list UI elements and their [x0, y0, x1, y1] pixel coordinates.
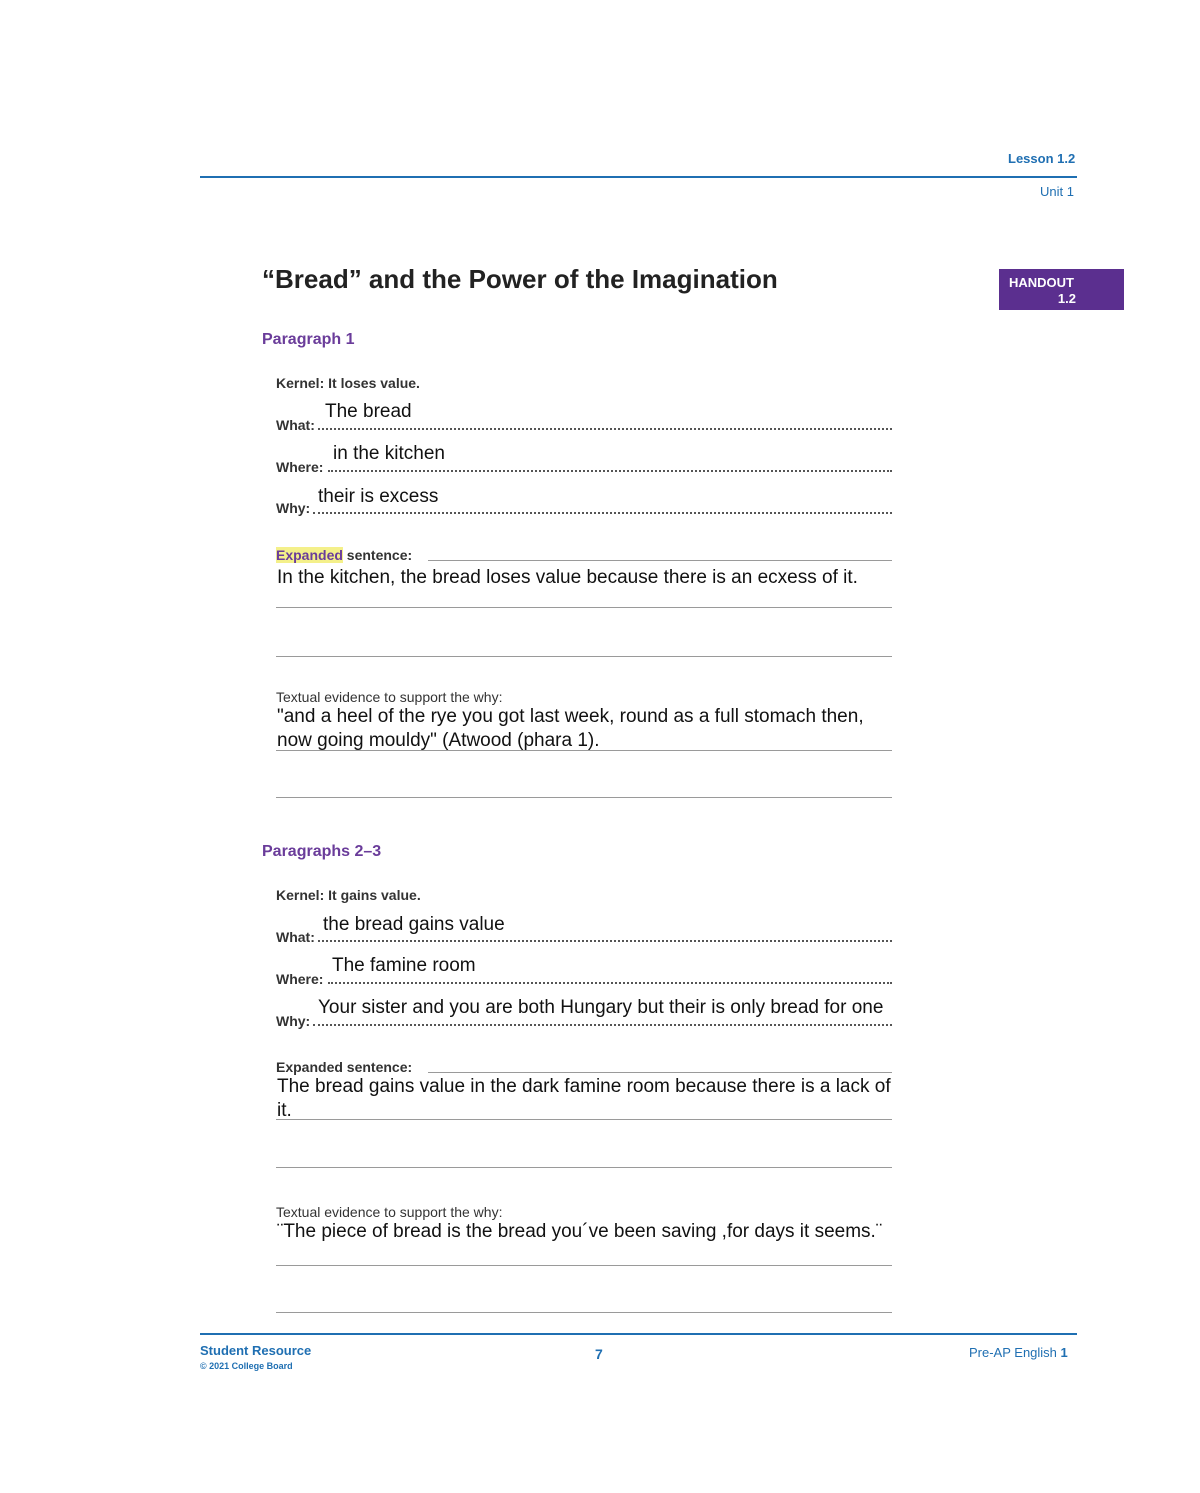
section2-evidence-text[interactable]: ¨The piece of bread is the bread you´ve been saving ,for days it seems.¨ — [277, 1221, 883, 1242]
section2-expanded-line-1 — [276, 1119, 892, 1120]
section1-what-value[interactable]: The bread — [325, 401, 412, 422]
handout-number: 1.2 — [1057, 291, 1076, 306]
footer-course — [969, 1345, 1068, 1360]
footer-course-number: 1 — [1060, 1345, 1068, 1360]
section1-why-label: Why: — [276, 500, 311, 516]
footer-copyright: © 2021 College Board — [200, 1361, 293, 1371]
unit-label: Unit 1 — [1040, 184, 1074, 199]
section1-expanded-label — [276, 547, 412, 563]
section2-why-label: Why: — [276, 1013, 311, 1029]
section2-expanded-label: Expanded sentence: — [276, 1059, 413, 1075]
handout-label: HANDOUT — [1009, 275, 1074, 290]
section2-evidence-line-1 — [276, 1265, 892, 1266]
footer-page-number: 7 — [595, 1346, 603, 1362]
section1-why-line — [313, 512, 892, 514]
section2-what-line — [318, 940, 892, 942]
section1-evidence-text[interactable]: "and a heel of the rye you got last week, round as a full stomach then, now going mouldy" (Atwood (phara 1). — [277, 706, 864, 751]
section1-where-line — [328, 470, 892, 472]
section2-expanded-line-2 — [276, 1167, 892, 1168]
page-title: “Bread” and the Power of the Imagination — [262, 264, 778, 294]
section1-heading: Paragraph 1 — [262, 331, 355, 348]
footer-student-resource: Student Resource — [200, 1343, 312, 1358]
expanded-label-rest: sentence: — [346, 547, 413, 563]
section1-evidence-line-1 — [276, 750, 892, 751]
section2-expanded-text[interactable]: The bread gains value in the dark famine room because there is a lack of it. — [277, 1076, 891, 1121]
section2-where-label: Where: — [276, 971, 324, 987]
expanded-highlight: Expanded — [276, 547, 343, 563]
section2-kernel: Kernel: It gains value. — [276, 887, 421, 903]
section1-expanded-text[interactable]: In the kitchen, the bread loses value because there is an ecxess of it. — [277, 567, 858, 588]
section2-evidence-label: Textual evidence to support the why: — [276, 1204, 503, 1220]
section1-evidence-label: Textual evidence to support the why: — [276, 689, 503, 705]
section1-why-value[interactable]: their is excess — [318, 486, 439, 507]
section1-what-label: What: — [276, 417, 315, 433]
lesson-label: Lesson 1.2 — [1008, 151, 1076, 166]
section2-where-line — [328, 982, 892, 984]
section1-where-value[interactable]: in the kitchen — [333, 443, 445, 464]
section1-expanded-line-2 — [276, 656, 892, 657]
section1-where-label: Where: — [276, 459, 324, 475]
section2-why-value[interactable]: Your sister and you are both Hungary but their is only bread for one — [318, 997, 884, 1018]
section2-heading: Paragraphs 2–3 — [262, 843, 382, 860]
section2-evidence-line-2 — [276, 1312, 892, 1313]
header-rule — [200, 176, 1077, 178]
section1-expanded-line-0 — [428, 560, 892, 561]
section1-kernel: Kernel: It loses value. — [276, 375, 420, 391]
section2-what-label: What: — [276, 929, 315, 945]
section1-expanded-line-1 — [276, 607, 892, 608]
section2-where-value[interactable]: The famine room — [332, 955, 476, 976]
handout-badge — [999, 269, 1124, 310]
section1-what-line — [318, 428, 892, 430]
footer-course-name: Pre-AP English — [969, 1345, 1061, 1360]
footer-rule — [200, 1333, 1077, 1335]
section2-what-value[interactable]: the bread gains value — [323, 914, 505, 935]
section1-evidence-line-2 — [276, 797, 892, 798]
section2-expanded-line-0 — [428, 1072, 892, 1073]
